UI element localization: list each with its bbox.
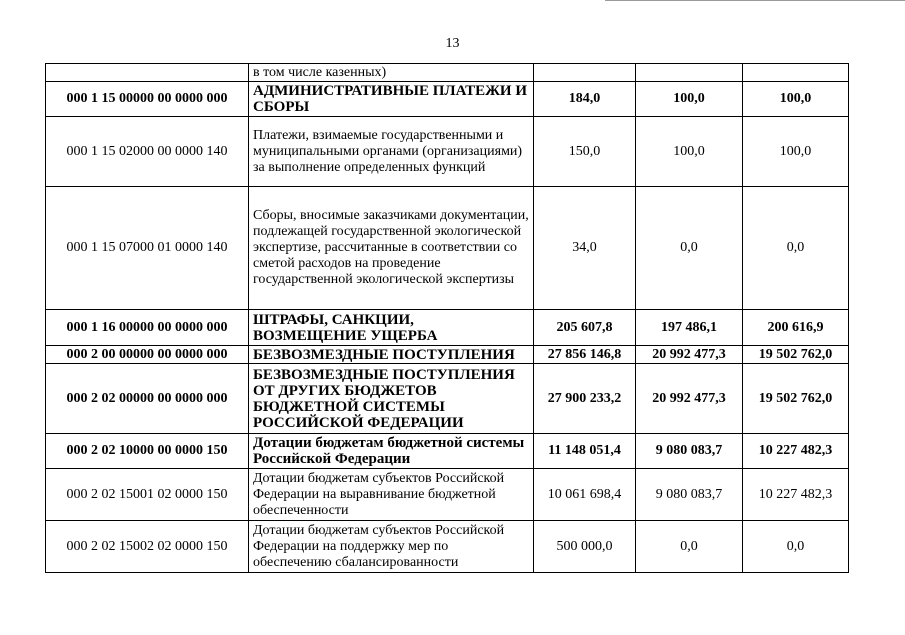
row-value-1: 205 607,8 (534, 310, 636, 346)
row-name: Сборы, вносимые заказчиками документации, подлежащей государственной экологической экспертизе, рассчитанные в соответствии со сметой расходов на проведение государственной экологической экспертизы (249, 187, 534, 310)
row-value-2: 100,0 (636, 117, 743, 187)
table-row (46, 521, 849, 573)
row-value-3: 10 227 482,3 (743, 469, 849, 521)
row-code: 000 1 15 02000 00 0000 140 (46, 117, 249, 187)
row-value-1: 500 000,0 (534, 521, 636, 573)
row-value-1: 27 856 146,8 (534, 346, 636, 364)
table-row (46, 117, 849, 187)
row-name: Дотации бюджетам субъектов Российской Федерации на поддержку мер по обеспечению сбалансированности (249, 521, 534, 573)
row-name: БЕЗВОЗМЕЗДНЫЕ ПОСТУПЛЕНИЯ (249, 346, 534, 364)
row-code: 000 2 02 15002 02 0000 150 (46, 521, 249, 573)
row-value-2 (636, 64, 743, 82)
row-value-3 (743, 64, 849, 82)
row-value-2: 0,0 (636, 521, 743, 573)
page-number: 13 (445, 36, 460, 51)
row-code: 000 1 16 00000 00 0000 000 (46, 310, 249, 346)
row-name: в том числе казенных) (249, 64, 534, 82)
row-value-1: 27 900 233,2 (534, 364, 636, 434)
row-value-2: 20 992 477,3 (636, 364, 743, 434)
table-row (46, 64, 849, 82)
row-value-2: 100,0 (636, 82, 743, 117)
row-value-3: 100,0 (743, 82, 849, 117)
row-code (46, 64, 249, 82)
table-row (46, 364, 849, 434)
row-value-3: 10 227 482,3 (743, 434, 849, 469)
row-name: Дотации бюджетам бюджетной системы Российской Федерации (249, 434, 534, 469)
row-value-1: 10 061 698,4 (534, 469, 636, 521)
row-value-3: 0,0 (743, 187, 849, 310)
row-name: Дотации бюджетам субъектов Российской Федерации на выравнивание бюджетной обеспеченности (249, 469, 534, 521)
table-row (46, 310, 849, 346)
row-code: 000 2 00 00000 00 0000 000 (46, 346, 249, 364)
table-row (46, 82, 849, 117)
row-value-3: 19 502 762,0 (743, 346, 849, 364)
row-value-1 (534, 64, 636, 82)
row-value-2: 9 080 083,7 (636, 434, 743, 469)
row-code: 000 2 02 00000 00 0000 000 (46, 364, 249, 434)
row-value-3: 100,0 (743, 117, 849, 187)
table-row (46, 469, 849, 521)
row-value-2: 9 080 083,7 (636, 469, 743, 521)
row-value-1: 184,0 (534, 82, 636, 117)
row-value-3: 200 616,9 (743, 310, 849, 346)
budget-table (45, 63, 849, 573)
row-value-1: 150,0 (534, 117, 636, 187)
row-value-2: 0,0 (636, 187, 743, 310)
row-code: 000 1 15 07000 01 0000 140 (46, 187, 249, 310)
row-name: АДМИНИСТРАТИВНЫЕ ПЛАТЕЖИ И СБОРЫ (249, 82, 534, 117)
row-code: 000 2 02 15001 02 0000 150 (46, 469, 249, 521)
budget-table-body (46, 64, 849, 573)
row-code: 000 2 02 10000 00 0000 150 (46, 434, 249, 469)
row-name: Платежи, взимаемые государственными и муниципальными органами (организациями) за выполнение определенных функций (249, 117, 534, 187)
row-value-2: 197 486,1 (636, 310, 743, 346)
row-code: 000 1 15 00000 00 0000 000 (46, 82, 249, 117)
table-row (46, 434, 849, 469)
row-value-1: 34,0 (534, 187, 636, 310)
row-value-1: 11 148 051,4 (534, 434, 636, 469)
page-top-edge (605, 0, 905, 1)
row-value-3: 0,0 (743, 521, 849, 573)
row-name: ШТРАФЫ, САНКЦИИ, ВОЗМЕЩЕНИЕ УЩЕРБА (249, 310, 534, 346)
row-value-2: 20 992 477,3 (636, 346, 743, 364)
row-name: БЕЗВОЗМЕЗДНЫЕ ПОСТУПЛЕНИЯ ОТ ДРУГИХ БЮДЖЕТОВ БЮДЖЕТНОЙ СИСТЕМЫ РОССИЙСКОЙ ФЕДЕРАЦИИ (249, 364, 534, 434)
table-row (46, 187, 849, 310)
row-value-3: 19 502 762,0 (743, 364, 849, 434)
table-row (46, 346, 849, 364)
